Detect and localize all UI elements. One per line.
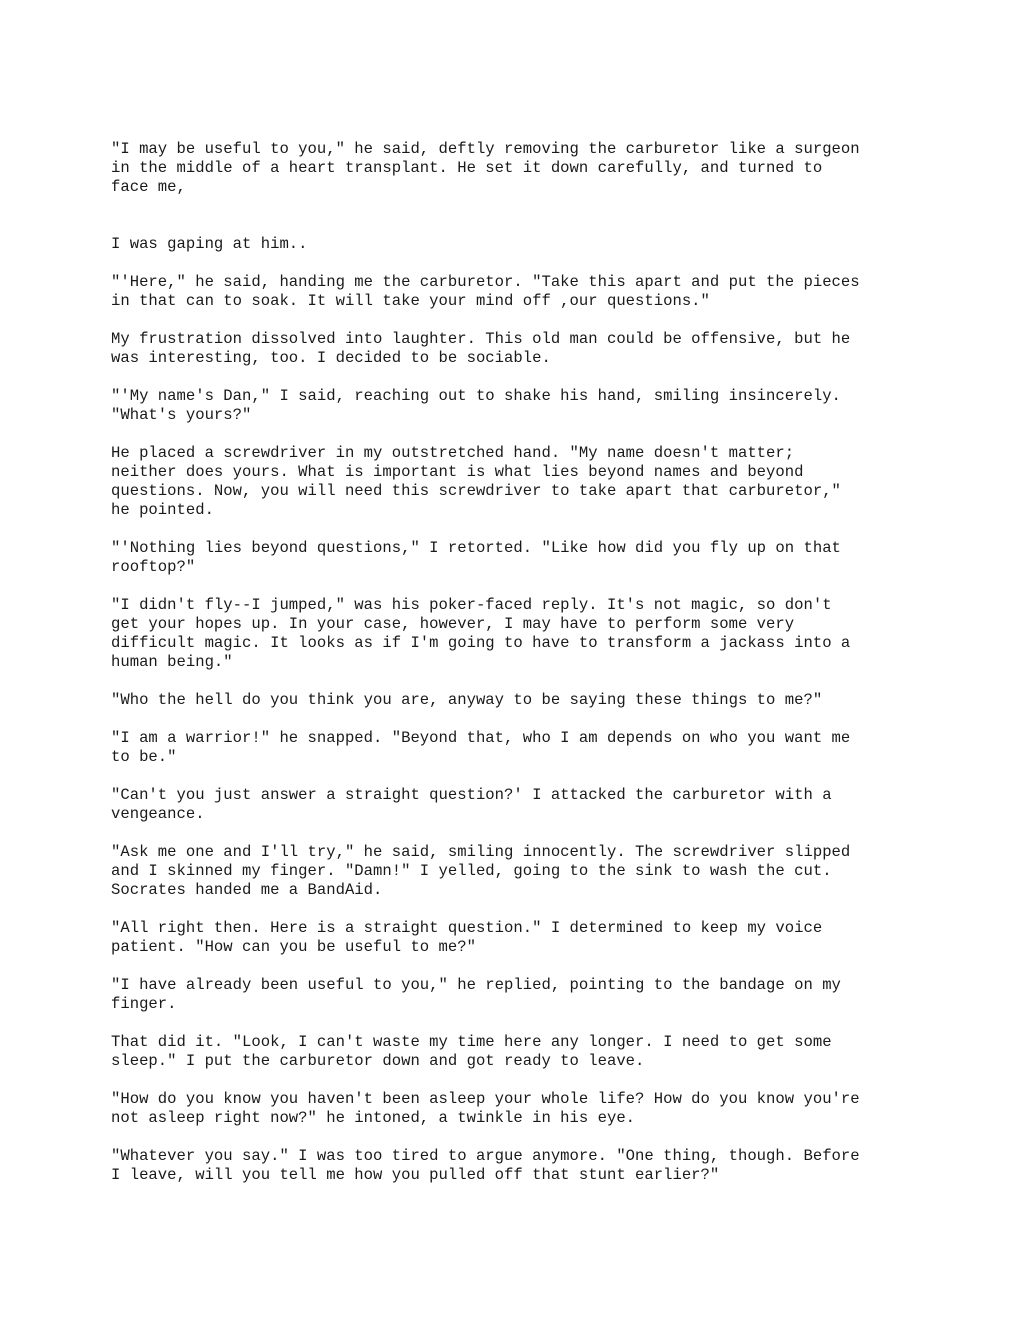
paragraph: "Who the hell do you think you are, anyway to be saying these things to me?": [111, 691, 823, 709]
paragraph: "I may be useful to you," he said, deftly removing the carburetor like a surgeon in the middle of a heart transplant. He set it down carefully, and turned to face me,: [111, 140, 860, 196]
paragraph: "How do you know you haven't been asleep your whole life? How do you know you're not asleep right now?" he intoned, a twinkle in his eye.: [111, 1090, 860, 1127]
paragraph: "'My name's Dan," I said, reaching out to shake his hand, smiling insincerely. "What's yours?": [111, 387, 841, 424]
paragraph: "'Here," he said, handing me the carburetor. "Take this apart and put the pieces in that can to soak. It will take your mind off ,our questions.": [111, 273, 860, 310]
paragraph: "I didn't fly--I jumped," was his poker-faced reply. It's not magic, so don't get your hopes up. In your case, however, I may have to perform some very difficult magic. It looks as if I'm going to have to transform a jackass into a human being.": [111, 596, 851, 671]
paragraph: "'Nothing lies beyond questions," I retorted. "Like how did you fly up on that rooftop?": [111, 539, 841, 576]
paragraph: That did it. "Look, I can't waste my time here any longer. I need to get some sleep." I put the carburetor down and got ready to leave.: [111, 1033, 832, 1070]
paragraph: He placed a screwdriver in my outstretched hand. "My name doesn't matter; neither does yours. What is important is what lies beyond names and beyond questions. Now, you will need this screwdriver to take apart that carburetor," he pointed.: [111, 444, 841, 519]
paragraph: "Ask me one and I'll try," he said, smiling innocently. The screwdriver slipped and I skinned my finger. "Damn!" I yelled, going to the sink to wash the cut. Socrates handed me a BandAid.: [111, 843, 851, 899]
paragraph: I was gaping at him..: [111, 235, 308, 253]
paragraph: "I am a warrior!" he snapped. "Beyond that, who I am depends on who you want me to be.": [111, 729, 851, 766]
document-body: [111, 140, 931, 1204]
paragraph: "Whatever you say." I was too tired to argue anymore. "One thing, though. Before I leave, will you tell me how you pulled off that stunt earlier?": [111, 1147, 860, 1184]
paragraph: "All right then. Here is a straight question." I determined to keep my voice patient. "How can you be useful to me?": [111, 919, 823, 956]
paragraph: "I have already been useful to you," he replied, pointing to the bandage on my finger.: [111, 976, 841, 1013]
paragraph: "Can't you just answer a straight question?' I attacked the carburetor with a vengeance.: [111, 786, 832, 823]
paragraph: My frustration dissolved into laughter. This old man could be offensive, but he was interesting, too. I decided to be sociable.: [111, 330, 851, 367]
